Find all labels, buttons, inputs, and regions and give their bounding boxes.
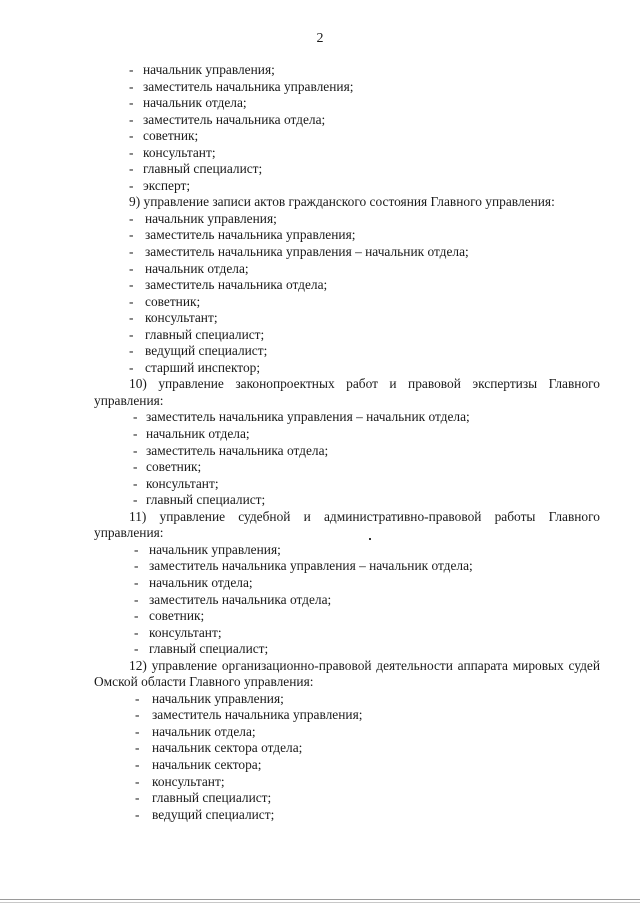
- list-item: - начальник отдела;: [129, 95, 247, 111]
- dash-marker: -: [129, 227, 134, 243]
- dash-marker: -: [134, 541, 139, 557]
- list-item: - главный специалист;: [129, 161, 263, 177]
- list-item: - заместитель начальника управления – начальник отдела;: [134, 558, 473, 574]
- dash-marker: -: [135, 723, 140, 739]
- dash-marker: -: [134, 591, 139, 607]
- scan-edge-line: [0, 899, 640, 900]
- list-item: - начальник управления;: [135, 690, 284, 706]
- dash-marker: -: [135, 740, 140, 756]
- dash-marker: -: [129, 62, 134, 77]
- list-item: - консультант;: [134, 624, 222, 640]
- list-item: - начальник отдела;: [133, 426, 250, 442]
- list-item: - заместитель начальника отдела;: [134, 591, 332, 607]
- section-11: [94, 509, 600, 658]
- dash-marker: -: [133, 459, 138, 475]
- dash-marker: -: [135, 806, 140, 822]
- dash-marker: -: [135, 756, 140, 772]
- list-item: - заместитель начальника управления;: [129, 78, 354, 94]
- section-10: [94, 376, 600, 508]
- dash-marker: -: [129, 128, 134, 144]
- dash-marker: -: [135, 790, 140, 806]
- section-heading: 12) управление организационно-правовой деятельности аппарата мировых судей Омской области Главного управления:: [94, 657, 600, 690]
- list-item: - начальник отдела;: [129, 260, 249, 276]
- list-item: - консультант;: [129, 144, 216, 160]
- dash-marker: -: [135, 773, 140, 789]
- dash-marker: -: [129, 177, 134, 193]
- list-item: - начальник отдела;: [134, 574, 253, 590]
- section-heading: 9) управление записи актов гражданского состояния Главного управления:: [129, 194, 555, 210]
- page-number: 2: [316, 31, 324, 46]
- dash-marker: -: [129, 310, 134, 326]
- dash-marker: -: [129, 144, 134, 160]
- list-item: - главный специалист;: [133, 492, 266, 508]
- dash-marker: -: [129, 111, 134, 127]
- list-item: - начальник управления;: [129, 210, 277, 226]
- list-item: - начальник сектора отдела;: [135, 740, 303, 756]
- dash-marker: -: [134, 558, 139, 574]
- dash-marker: -: [129, 244, 134, 260]
- position-list: [94, 542, 600, 658]
- position-list: [94, 409, 600, 508]
- section-continuation: [94, 62, 600, 194]
- dash-marker: -: [129, 95, 134, 111]
- dash-marker: -: [135, 707, 140, 723]
- dash-marker: -: [134, 608, 139, 624]
- list-item: - начальник управления;: [129, 62, 275, 77]
- dash-marker: -: [133, 492, 138, 508]
- list-item: - заместитель начальника отдела;: [129, 111, 326, 127]
- dash-marker: -: [129, 161, 134, 177]
- list-item: - заместитель начальника отдела;: [129, 277, 328, 293]
- list-item: - главный специалист;: [134, 641, 269, 657]
- dash-marker: -: [134, 574, 139, 590]
- list-item: - консультант;: [129, 310, 218, 326]
- document-body: [94, 62, 600, 823]
- list-item: - заместитель начальника управления – начальник отдела;: [133, 409, 470, 425]
- list-item: - советник;: [133, 459, 202, 475]
- list-item: - советник;: [129, 293, 201, 309]
- list-item: - старший инспектор;: [129, 359, 261, 375]
- list-item: - консультант;: [135, 773, 225, 789]
- list-item: - заместитель начальника отдела;: [133, 442, 329, 458]
- list-item: - консультант;: [133, 475, 219, 491]
- section-heading: 11) управление судебной и административно-правовой работы Главного управления:: [94, 508, 600, 541]
- list-item: - главный специалист;: [135, 790, 272, 806]
- section-9: [94, 194, 600, 376]
- list-item: - начальник управления;: [134, 541, 281, 557]
- dash-marker: -: [133, 442, 138, 458]
- position-list: [94, 691, 600, 823]
- list-item: - начальник отдела;: [135, 723, 256, 739]
- list-item: - советник;: [129, 128, 199, 144]
- dash-marker: -: [134, 641, 139, 657]
- section-heading: 10) управление законопроектных работ и правовой экспертизы Главного управления:: [94, 376, 600, 408]
- dash-marker: -: [133, 475, 138, 491]
- list-item: - ведущий специалист;: [129, 343, 268, 359]
- list-item: - ведущий специалист;: [135, 806, 275, 822]
- list-item: - заместитель начальника управления – начальник отдела;: [129, 244, 469, 260]
- position-list: [94, 211, 600, 376]
- scan-edge-line: [0, 902, 640, 903]
- dash-marker: -: [129, 343, 134, 359]
- dash-marker: -: [133, 426, 138, 442]
- dash-marker: -: [134, 624, 139, 640]
- dash-marker: -: [135, 690, 140, 706]
- dash-marker: -: [129, 293, 134, 309]
- list-item: - заместитель начальника управления;: [129, 227, 356, 243]
- section-12: [94, 658, 600, 823]
- dash-marker: -: [129, 277, 134, 293]
- dash-marker: -: [133, 409, 138, 425]
- list-item: - главный специалист;: [129, 326, 265, 342]
- dash-marker: -: [129, 78, 134, 94]
- scan-speck: [369, 538, 371, 540]
- list-item: - заместитель начальника управления;: [135, 707, 363, 723]
- dash-marker: -: [129, 359, 134, 375]
- dash-marker: -: [129, 260, 134, 276]
- list-item: - эксперт;: [129, 177, 191, 193]
- list-item: - начальник сектора;: [135, 756, 262, 772]
- dash-marker: -: [129, 326, 134, 342]
- position-list: [94, 62, 600, 194]
- list-item: - советник;: [134, 608, 205, 624]
- dash-marker: -: [129, 210, 134, 226]
